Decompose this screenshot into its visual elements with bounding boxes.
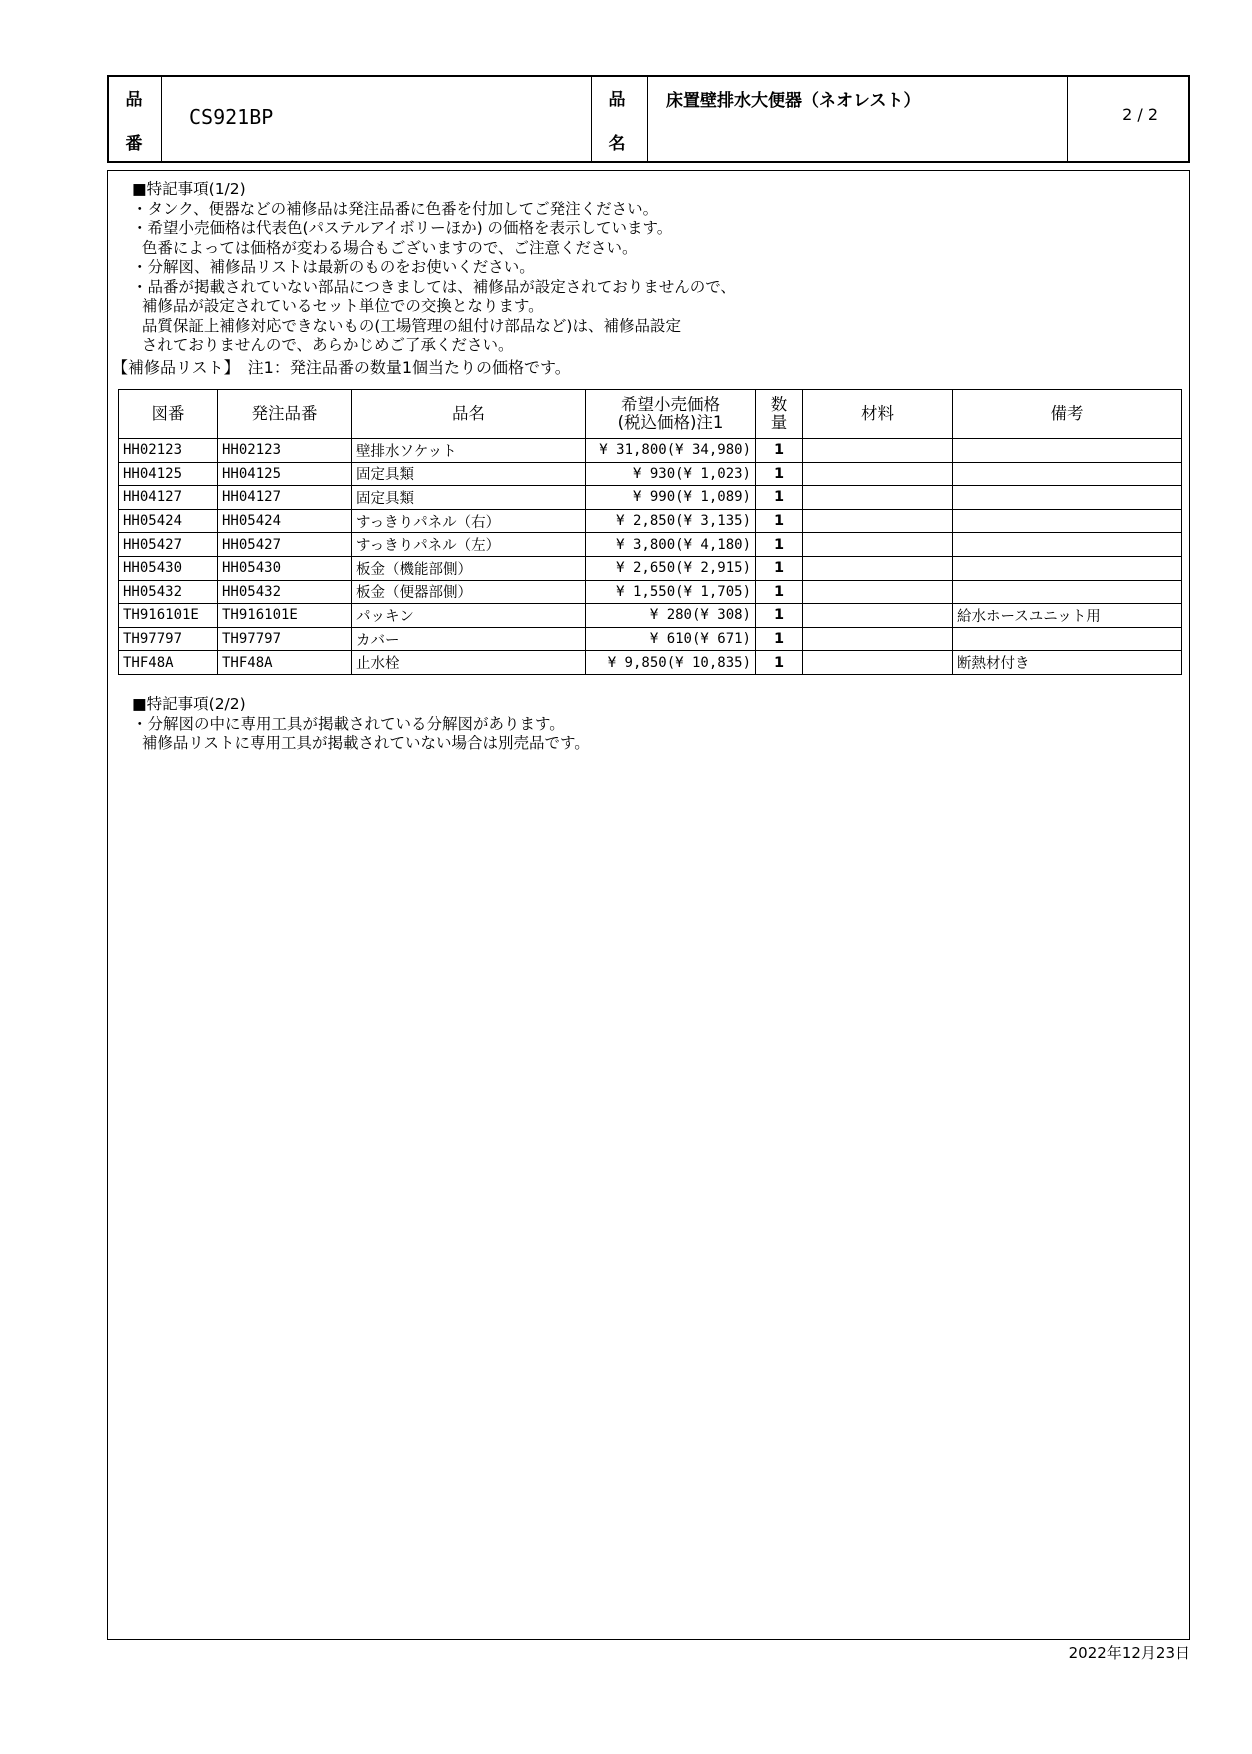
cell-fig-no: HH05430: [119, 556, 218, 580]
cell-fig-no: HH05432: [119, 580, 218, 604]
cell-qty: 1: [756, 486, 803, 510]
col-header-order-no: 発注品番: [218, 390, 352, 439]
cell-qty: 1: [756, 651, 803, 675]
note-line: ・タンク、便器などの補修品は発注品番に色番を付加してご発注ください。: [132, 199, 659, 218]
cell-material: [803, 509, 953, 533]
cell-remarks: [953, 439, 1182, 463]
col-header-price: [586, 390, 756, 439]
cell-name: 板金（機能部側）: [352, 556, 586, 580]
cell-qty: 1: [756, 627, 803, 651]
price-header-line2: (税込価格)注1: [617, 413, 724, 432]
table-header-row: [119, 390, 1182, 439]
table-row: [119, 462, 1182, 486]
cell-qty: 1: [756, 439, 803, 463]
cell-price: ¥ 610(¥ 671): [586, 627, 756, 651]
cell-name: 止水栓: [352, 651, 586, 675]
cell-remarks: [953, 627, 1182, 651]
cell-fig-no: HH05424: [119, 509, 218, 533]
cell-material: [803, 604, 953, 628]
document-date: 2022年12月23日: [1068, 1644, 1190, 1662]
cell-remarks: [953, 556, 1182, 580]
table-row: [119, 486, 1182, 510]
cell-qty: 1: [756, 604, 803, 628]
note-line: ・品番が掲載されていない部品につきましては、補修品が設定されておりませんので、: [132, 277, 736, 296]
product-no-label-1: 品: [125, 90, 143, 110]
cell-qty: 1: [756, 556, 803, 580]
cell-order-no: HH02123: [218, 439, 352, 463]
divider: [1067, 77, 1068, 161]
divider: [591, 77, 592, 161]
table-row: [119, 509, 1182, 533]
parts-list-title: 【補修品リスト】 注1：発注品番の数量1個当たりの価格です。: [112, 358, 571, 377]
notes-title: ■特記事項(2/2): [132, 695, 246, 713]
table-row: [119, 627, 1182, 651]
cell-order-no: TH916101E: [218, 604, 352, 628]
table-row: [119, 439, 1182, 463]
note-line: ・分解図の中に専用工具が掲載されている分解図があります。: [132, 714, 565, 733]
header-box: [107, 75, 1190, 163]
cell-qty: 1: [756, 580, 803, 604]
cell-fig-no: TH916101E: [119, 604, 218, 628]
cell-material: [803, 556, 953, 580]
qty-header-line1: 数: [770, 395, 788, 414]
col-header-name: 品名: [352, 390, 586, 439]
cell-name: 壁排水ソケット: [352, 439, 586, 463]
cell-remarks: [953, 533, 1182, 557]
cell-remarks: 断熱材付き: [953, 651, 1182, 675]
cell-material: [803, 580, 953, 604]
cell-name: 固定具類: [352, 486, 586, 510]
cell-name: すっきりパネル（右）: [352, 509, 586, 533]
cell-material: [803, 533, 953, 557]
cell-fig-no: HH05427: [119, 533, 218, 557]
cell-price: ¥ 2,850(¥ 3,135): [586, 509, 756, 533]
cell-order-no: HH05430: [218, 556, 352, 580]
product-name-label-2: 名: [608, 134, 626, 154]
table-row: [119, 556, 1182, 580]
cell-order-no: HH04127: [218, 486, 352, 510]
cell-order-no: THF48A: [218, 651, 352, 675]
cell-qty: 1: [756, 462, 803, 486]
cell-order-no: HH04125: [218, 462, 352, 486]
cell-remarks: [953, 509, 1182, 533]
product-code: CS921BP: [189, 105, 274, 129]
cell-remarks: 給水ホースユニット用: [953, 604, 1182, 628]
cell-remarks: [953, 580, 1182, 604]
cell-name: パッキン: [352, 604, 586, 628]
cell-fig-no: HH02123: [119, 439, 218, 463]
cell-material: [803, 462, 953, 486]
note-line: 補修品が設定されているセット単位での交換となります。: [132, 297, 544, 315]
cell-fig-no: HH04125: [119, 462, 218, 486]
note-line: 色番によっては価格が変わる場合もございますので、ご注意ください。: [132, 238, 638, 257]
page-number: 2 / 2: [1122, 105, 1158, 124]
product-no-label-2: 番: [125, 134, 143, 154]
col-header-remarks: 備考: [953, 390, 1182, 439]
col-header-material: 材料: [803, 390, 953, 439]
special-notes-2: [132, 695, 590, 754]
cell-material: [803, 486, 953, 510]
product-name-label-1: 品: [608, 90, 626, 110]
special-notes-1: [132, 180, 736, 356]
cell-remarks: [953, 486, 1182, 510]
cell-price: ¥ 2,650(¥ 2,915): [586, 556, 756, 580]
table-row: [119, 533, 1182, 557]
cell-price: ¥ 930(¥ 1,023): [586, 462, 756, 486]
notes-title: ■特記事項(1/2): [132, 180, 246, 198]
cell-material: [803, 627, 953, 651]
note-line: 品質保証上補修対応できないもの(工場管理の組付け部品など)は、補修品設定: [132, 316, 681, 335]
col-header-fig-no: 図番: [119, 390, 218, 439]
cell-price: ¥ 1,550(¥ 1,705): [586, 580, 756, 604]
cell-price: ¥ 280(¥ 308): [586, 604, 756, 628]
cell-name: カバー: [352, 627, 586, 651]
note-line: されておりませんので、あらかじめご了承ください。: [132, 336, 514, 354]
price-header-line1: 希望小売価格: [621, 395, 720, 414]
qty-header-line2: 量: [770, 413, 788, 432]
parts-table: [118, 389, 1182, 675]
table-row: [119, 604, 1182, 628]
cell-qty: 1: [756, 533, 803, 557]
table-row: [119, 651, 1182, 675]
note-line: 補修品リストに専用工具が掲載されていない場合は別売品です。: [132, 734, 590, 752]
cell-fig-no: TH97797: [119, 627, 218, 651]
cell-price: ¥ 31,800(¥ 34,980): [586, 439, 756, 463]
cell-order-no: HH05432: [218, 580, 352, 604]
note-line: ・分解図、補修品リストは最新のものをお使いください。: [132, 258, 535, 276]
cell-name: すっきりパネル（左）: [352, 533, 586, 557]
note-line: ・希望小売価格は代表色(パステルアイボリーほか) の価格を表示しています。: [132, 219, 673, 237]
cell-name: 固定具類: [352, 462, 586, 486]
cell-material: [803, 439, 953, 463]
cell-order-no: HH05427: [218, 533, 352, 557]
divider: [161, 77, 162, 161]
cell-order-no: TH97797: [218, 627, 352, 651]
cell-price: ¥ 990(¥ 1,089): [586, 486, 756, 510]
col-header-qty: [756, 390, 803, 439]
product-name: 床置壁排水大便器（ネオレスト）: [666, 91, 921, 111]
cell-name: 板金（便器部側）: [352, 580, 586, 604]
cell-material: [803, 651, 953, 675]
cell-qty: 1: [756, 509, 803, 533]
cell-fig-no: HH04127: [119, 486, 218, 510]
cell-fig-no: THF48A: [119, 651, 218, 675]
cell-price: ¥ 9,850(¥ 10,835): [586, 651, 756, 675]
table-row: [119, 580, 1182, 604]
divider: [647, 77, 648, 161]
cell-price: ¥ 3,800(¥ 4,180): [586, 533, 756, 557]
cell-remarks: [953, 462, 1182, 486]
cell-order-no: HH05424: [218, 509, 352, 533]
